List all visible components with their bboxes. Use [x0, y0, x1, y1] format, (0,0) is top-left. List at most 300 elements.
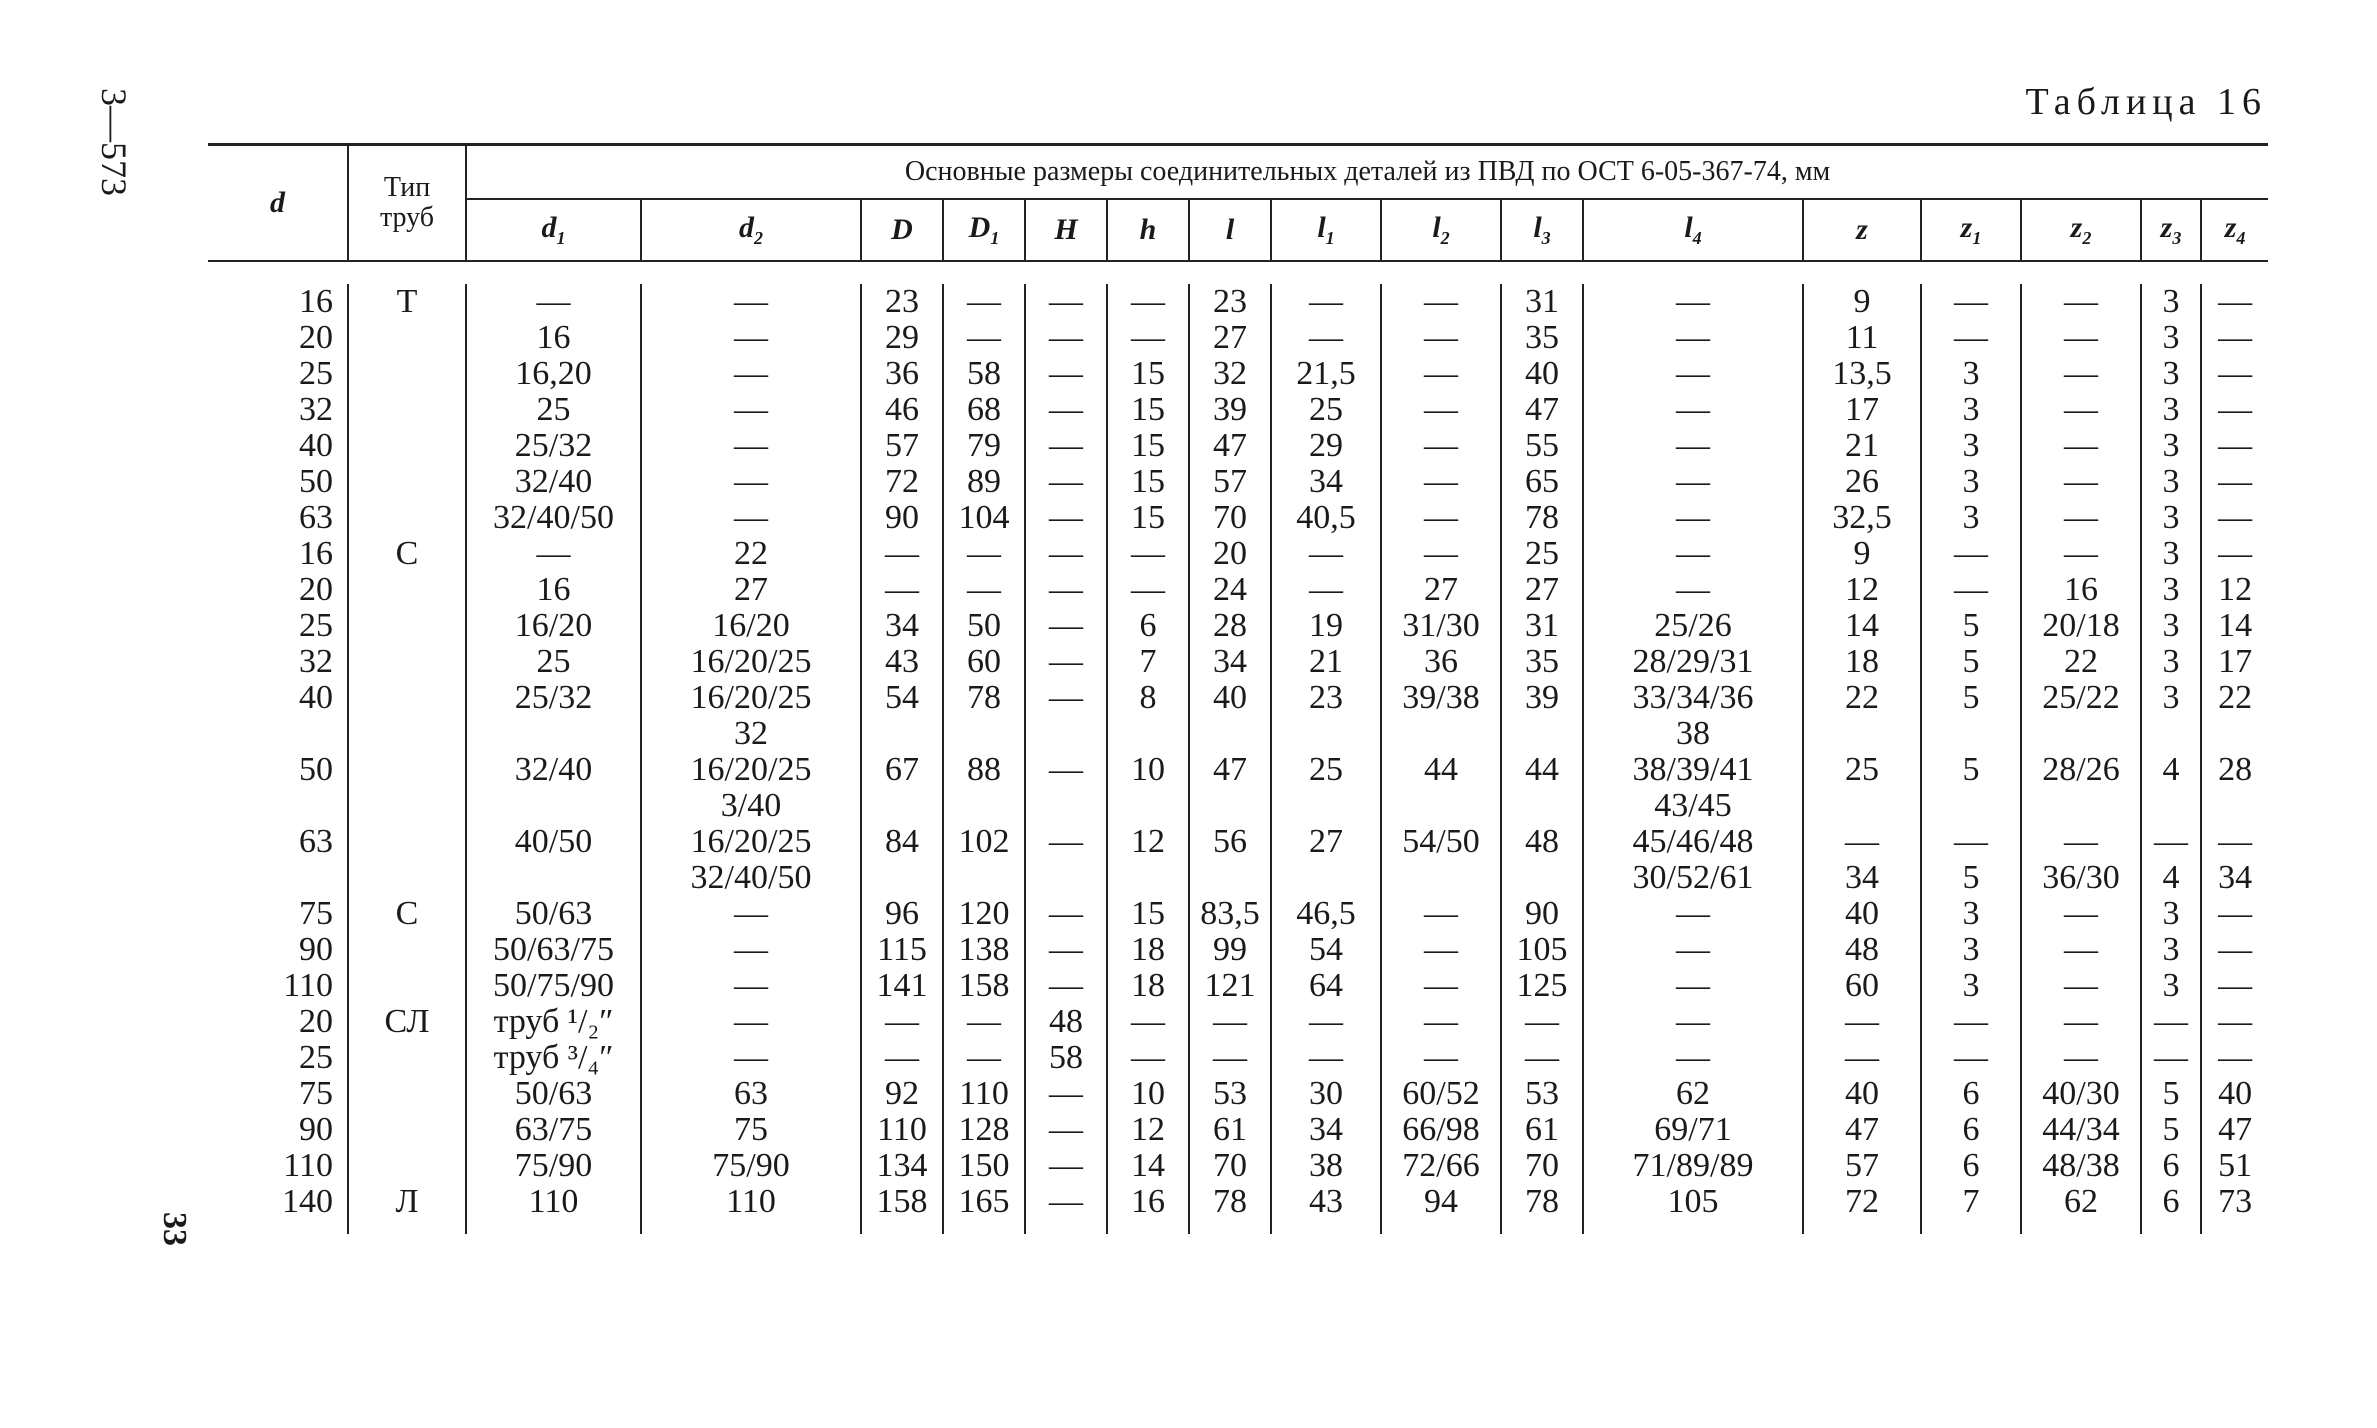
cell-d: 63 — [299, 823, 333, 860]
header-subscript: 1 — [1972, 228, 1982, 248]
table-cell: 78 — [1189, 1184, 1271, 1234]
table-cell: — — [1381, 320, 1501, 356]
table-cell: — — [1025, 644, 1107, 680]
table-cell: 84 — [861, 824, 943, 896]
table-cell: 32/40 — [466, 752, 641, 824]
table-cell: — — [1271, 320, 1381, 356]
table-cell: 14 — [1107, 1148, 1189, 1184]
table-cell: 63/75 — [466, 1112, 641, 1148]
table-cell: 158 — [861, 1184, 943, 1234]
table-row — [208, 824, 2268, 896]
table-cell: 5 — [1921, 644, 2021, 680]
table-cell: 29 — [861, 320, 943, 356]
table-cell: 25/26 — [1583, 608, 1803, 644]
table-cell: — — [1107, 284, 1189, 320]
header-subscript: 2 — [754, 228, 763, 248]
table-cell: 27 — [1189, 320, 1271, 356]
table-cell: — — [1583, 500, 1803, 536]
table-cell: — — [1583, 356, 1803, 392]
table-cell: 102 — [943, 824, 1025, 896]
table-cell: 16 — [466, 320, 641, 356]
cell-pipe-type: Л — [348, 1184, 466, 1234]
table-cell: 31/30 — [1381, 608, 1501, 644]
table-cell: 22 — [641, 536, 861, 572]
table-cell: 31 — [1501, 608, 1583, 644]
table-body — [208, 261, 2268, 1234]
table-cell: — — [641, 968, 861, 1004]
table-cell: 25 — [1501, 536, 1583, 572]
table-cell: — — [2201, 536, 2268, 572]
table-cell: 58 — [1025, 1040, 1107, 1076]
table-cell: — — [641, 320, 861, 356]
table-cell: — — [1107, 320, 1189, 356]
table-cell: — 4 — [2141, 824, 2201, 896]
table-row — [208, 572, 2268, 608]
header-pipe-type: Тип труб — [348, 145, 466, 262]
table-cell: — — [641, 428, 861, 464]
table-cell: 28 — [1189, 608, 1271, 644]
table-row — [208, 500, 2268, 536]
table-cell: 79 — [943, 428, 1025, 464]
header-subscript: 1 — [1325, 228, 1335, 248]
table-cell: 3 — [2141, 428, 2201, 464]
table-cell: — — [1921, 284, 2021, 320]
table-cell: 23 — [861, 284, 943, 320]
table-cell: — — [1583, 392, 1803, 428]
cell-d: 90 — [299, 931, 333, 968]
table-cell: — — [2021, 968, 2141, 1004]
table-cell: 78 — [1501, 1184, 1583, 1234]
table-cell: — — [2021, 464, 2141, 500]
table-cell: 28/26 — [2021, 752, 2141, 824]
header-symbol: l — [1317, 211, 1326, 244]
table-cell: 61 — [1189, 1112, 1271, 1148]
table-cell: 40 — [1501, 356, 1583, 392]
cell-d: 75 — [299, 895, 333, 932]
cell-d: 110 — [283, 967, 333, 1004]
table-cell: 57 — [1803, 1148, 1921, 1184]
table-cell: — — [1025, 1076, 1107, 1112]
table-cell: 90 — [861, 500, 943, 536]
table-cell: 22 — [2021, 644, 2141, 680]
table-cell: 27 — [1271, 824, 1381, 896]
table-cell: — — [943, 1004, 1025, 1040]
table-cell: 15 — [1107, 896, 1189, 932]
table-cell: 53 — [1501, 1076, 1583, 1112]
header-col-d1 — [943, 199, 1025, 261]
table-cell: — — [1381, 536, 1501, 572]
table-cell: 50/63/75 — [466, 932, 641, 968]
table-cell: 3 — [2141, 968, 2201, 1004]
cell-d: 25 — [299, 1039, 333, 1076]
table-cell: 3 — [2141, 356, 2201, 392]
table-cell: — — [1271, 284, 1381, 320]
table-cell: 44 — [1501, 752, 1583, 824]
table-cell: 3 — [1921, 500, 2021, 536]
table-cell: 28 — [2201, 752, 2268, 824]
table-cell: 34 — [1271, 1112, 1381, 1148]
table-cell: — — [1381, 1040, 1501, 1076]
table-cell: 47 — [2201, 1112, 2268, 1148]
table-cell: — — [2021, 536, 2141, 572]
table-cell: 8 — [1107, 680, 1189, 752]
table-cell: 39 — [1501, 680, 1583, 752]
table-cell: 165 — [943, 1184, 1025, 1234]
table-cell: 89 — [943, 464, 1025, 500]
cell-pipe-type: СЛ — [348, 1004, 466, 1040]
table-cell: — — [641, 356, 861, 392]
table-cell: 3 — [1921, 932, 2021, 968]
table-cell: — — [1381, 932, 1501, 968]
table-cell: 29 — [1271, 428, 1381, 464]
table-cell: 15 — [1107, 428, 1189, 464]
table-cell: — — [1583, 284, 1803, 320]
table-cell: 11 — [1803, 320, 1921, 356]
table-cell: 10 — [1107, 1076, 1189, 1112]
table-cell: 3 — [2141, 680, 2201, 752]
table-row — [208, 644, 2268, 680]
table-cell: 40 — [1803, 896, 1921, 932]
table-cell: 3 — [2141, 932, 2201, 968]
table-cell: — — [1501, 1004, 1583, 1040]
table-cell: 5 — [1921, 752, 2021, 824]
table-cell: 14 — [1803, 608, 1921, 644]
header-col-z1 — [1921, 199, 2021, 261]
table-cell: — — [1271, 1040, 1381, 1076]
table-cell: 120 — [943, 896, 1025, 932]
table-cell: — — [641, 464, 861, 500]
table-cell: 16/20 — [641, 608, 861, 644]
table-row — [208, 932, 2268, 968]
cell-d: 50 — [299, 463, 333, 500]
table-cell: — — [861, 1004, 943, 1040]
table-cell: — — [2021, 284, 2141, 320]
table-cell: 17 — [1803, 392, 1921, 428]
header-symbol: z — [2160, 211, 2173, 244]
table-cell: 32/40/50 — [466, 500, 641, 536]
table-cell: 17 — [2201, 644, 2268, 680]
table-row — [208, 356, 2268, 392]
table-cell: 40/30 — [2021, 1076, 2141, 1112]
table-cell: 6 — [1921, 1148, 2021, 1184]
table-cell: — — [1501, 1040, 1583, 1076]
table-cell: 27 — [1501, 572, 1583, 608]
table-cell: труб ¹/₂″ — [466, 1004, 641, 1040]
table-cell: — — [1025, 932, 1107, 968]
table-cell: — — [1271, 572, 1381, 608]
table-cell: 47 — [1803, 1112, 1921, 1148]
table-cell: 16/20/25 32/40/50 — [641, 824, 861, 896]
table-cell: 99 — [1189, 932, 1271, 968]
table-cell: 34 — [861, 608, 943, 644]
table-cell: 5 — [1921, 680, 2021, 752]
cell-d: 25 — [299, 355, 333, 392]
table-cell: — 34 — [1803, 824, 1921, 896]
header-col-l2 — [1381, 199, 1501, 261]
table-cell: 30 — [1271, 1076, 1381, 1112]
table-cell: 53 — [1189, 1076, 1271, 1112]
table-cell: 16,20 — [466, 356, 641, 392]
table-cell: 10 — [1107, 752, 1189, 824]
column-header-row — [208, 199, 2268, 261]
table-cell: 19 — [1271, 608, 1381, 644]
table-cell: — — [1583, 464, 1803, 500]
table-cell: — — [2201, 1040, 2268, 1076]
table-cell: 50/63 — [466, 1076, 641, 1112]
table-cell: — — [2201, 392, 2268, 428]
header-subscript: 2 — [2082, 228, 2092, 248]
table-cell: 92 — [861, 1076, 943, 1112]
table-cell: 3 — [2141, 284, 2201, 320]
header-d: d — [208, 145, 348, 262]
table-cell: 75/90 — [641, 1148, 861, 1184]
table-cell: 46 — [861, 392, 943, 428]
table-cell: 50/75/90 — [466, 968, 641, 1004]
table-cell: 141 — [861, 968, 943, 1004]
table-cell: — — [1921, 536, 2021, 572]
table-cell: — — [1189, 1040, 1271, 1076]
table-cell: 21 — [1803, 428, 1921, 464]
table-cell: — — [1025, 464, 1107, 500]
table-cell: — — [1107, 572, 1189, 608]
table-cell: 71/89/89 — [1583, 1148, 1803, 1184]
table-cell: 7 — [1921, 1184, 2021, 1234]
table-row — [208, 320, 2268, 356]
header-col-z2 — [2021, 199, 2141, 261]
header-col-z3 — [2141, 199, 2201, 261]
table-cell: — — [1025, 968, 1107, 1004]
cell-pipe-type — [348, 320, 466, 356]
table-cell: — — [1025, 1148, 1107, 1184]
table-cell: 47 — [1501, 392, 1583, 428]
table-cell: — — [1025, 1112, 1107, 1148]
cell-pipe-type — [348, 1076, 466, 1112]
table-cell: 18 — [1107, 932, 1189, 968]
table-cell: 115 — [861, 932, 943, 968]
table-cell: 5 — [1921, 608, 2021, 644]
cell-pipe-type — [348, 392, 466, 428]
table-cell: — — [943, 320, 1025, 356]
table-cell: 6 — [1921, 1112, 2021, 1148]
table-cell: 44 — [1381, 752, 1501, 824]
header-col-h: h — [1107, 199, 1189, 261]
table-cell: 61 — [1501, 1112, 1583, 1148]
table-row — [208, 1076, 2268, 1112]
table-cell: 16/20/25 32 — [641, 680, 861, 752]
table-cell: 39/38 — [1381, 680, 1501, 752]
table-cell: 104 — [943, 500, 1025, 536]
table-cell: 25 — [1803, 752, 1921, 824]
table-cell: 27 — [1381, 572, 1501, 608]
table-cell: 21,5 — [1271, 356, 1381, 392]
table-cell: 25 — [466, 644, 641, 680]
table-cell: — — [1025, 428, 1107, 464]
table-cell: — — [861, 572, 943, 608]
data-table-container — [208, 143, 2268, 1234]
table-cell: — — [1025, 572, 1107, 608]
cell-d: 32 — [299, 391, 333, 428]
table-row — [208, 1040, 2268, 1076]
table-cell: — — [1381, 968, 1501, 1004]
table-cell: 57 — [861, 428, 943, 464]
table-cell: — — [2201, 1004, 2268, 1040]
table-cell: 23 — [1271, 680, 1381, 752]
table-cell: — — [2201, 896, 2268, 932]
table-cell: 48/38 — [2021, 1148, 2141, 1184]
table-cell: — — [2141, 1040, 2201, 1076]
table-cell: — — [1107, 1004, 1189, 1040]
table-cell: — — [1381, 1004, 1501, 1040]
table-cell: — — [943, 284, 1025, 320]
table-cell: 7 — [1107, 644, 1189, 680]
table-cell: — — [2021, 392, 2141, 428]
table-cell: 6 — [1107, 608, 1189, 644]
table-cell: 3 — [2141, 608, 2201, 644]
table-cell: 83,5 — [1189, 896, 1271, 932]
table-row — [208, 1112, 2268, 1148]
cell-pipe-type — [348, 824, 466, 896]
cell-d: 32 — [299, 643, 333, 680]
table-cell: — — [641, 1004, 861, 1040]
table-cell: 40,5 — [1271, 500, 1381, 536]
table-row — [208, 752, 2268, 824]
table-title: Таблица 16 — [2025, 81, 2267, 123]
header-subscript: 1 — [556, 228, 566, 248]
table-cell: — 36/30 — [2021, 824, 2141, 896]
header-symbol: d — [541, 211, 557, 244]
table-cell: — — [641, 392, 861, 428]
table-cell: — — [1921, 320, 2021, 356]
table-cell: — — [1381, 356, 1501, 392]
table-cell: 62 — [1583, 1076, 1803, 1112]
table-cell: 12 — [2201, 572, 2268, 608]
table-cell: 56 — [1189, 824, 1271, 896]
table-cell: 5 — [2141, 1112, 2201, 1148]
table-cell: — — [1583, 428, 1803, 464]
table-cell: — — [2201, 284, 2268, 320]
table-cell: — — [2141, 1004, 2201, 1040]
table-cell: 75/90 — [466, 1148, 641, 1184]
table-cell: 3 — [1921, 464, 2021, 500]
header-col-z4 — [2201, 199, 2268, 261]
table-cell: 39 — [1189, 392, 1271, 428]
table-cell: — — [1025, 608, 1107, 644]
table-cell: — — [2201, 464, 2268, 500]
table-cell: 62 — [2021, 1184, 2141, 1234]
table-cell: — — [1025, 356, 1107, 392]
table-cell: — — [1583, 536, 1803, 572]
cell-pipe-type: С — [348, 896, 466, 932]
table-cell: — 34 — [2201, 824, 2268, 896]
table-cell: 16/20 — [466, 608, 641, 644]
table-cell: 44/34 — [2021, 1112, 2141, 1148]
table-cell: — — [2021, 356, 2141, 392]
table-cell: 35 — [1501, 644, 1583, 680]
table-row — [208, 284, 2268, 320]
table-cell: 70 — [1189, 500, 1271, 536]
table-cell: 25/32 — [466, 680, 641, 752]
header-col-l1 — [1271, 199, 1381, 261]
table-cell: — — [1803, 1004, 1921, 1040]
table-cell: — — [1583, 896, 1803, 932]
cell-d: 75 — [299, 1075, 333, 1112]
table-cell: — — [2201, 356, 2268, 392]
table-cell: 58 — [943, 356, 1025, 392]
table-cell: — — [641, 896, 861, 932]
table-cell: 48 — [1501, 824, 1583, 896]
table-cell: 125 — [1501, 968, 1583, 1004]
header-subscript: 4 — [1692, 228, 1702, 248]
table-cell: 54 — [1271, 932, 1381, 968]
table-cell: 40/50 — [466, 824, 641, 896]
table-cell: 47 — [1189, 428, 1271, 464]
table-cell: — — [1583, 1004, 1803, 1040]
header-symbol: D — [968, 211, 991, 244]
table-cell: 25/32 — [466, 428, 641, 464]
table-cell: 88 — [943, 752, 1025, 824]
header-symbol: l — [1533, 211, 1542, 244]
table-cell: 28/29/31 — [1583, 644, 1803, 680]
table-cell: — — [1583, 968, 1803, 1004]
cell-pipe-type: С — [348, 536, 466, 572]
table-cell: 6 — [2141, 1184, 2201, 1234]
table-cell: 36 — [1381, 644, 1501, 680]
table-cell: — 5 — [1921, 824, 2021, 896]
table-cell: 70 — [1501, 1148, 1583, 1184]
table-cell: 32 — [1189, 356, 1271, 392]
table-cell: 110 — [861, 1112, 943, 1148]
table-cell: 70 — [1189, 1148, 1271, 1184]
table-cell: — — [641, 1040, 861, 1076]
table-cell: 20 — [1189, 536, 1271, 572]
cell-pipe-type — [348, 356, 466, 392]
cell-d: 16 — [299, 535, 333, 572]
table-row — [208, 536, 2268, 572]
table-cell: — — [1025, 392, 1107, 428]
table-cell: 22 — [1803, 680, 1921, 752]
table-cell: 13,5 — [1803, 356, 1921, 392]
table-cell: 96 — [861, 896, 943, 932]
table-cell: 15 — [1107, 392, 1189, 428]
table-cell: — — [861, 536, 943, 572]
table-cell: 5 — [2141, 1076, 2201, 1112]
cell-d: 50 — [299, 751, 333, 788]
table-cell: 18 — [1107, 968, 1189, 1004]
table-cell: 25 — [1271, 752, 1381, 824]
table-cell: — — [1025, 1184, 1107, 1234]
table-cell: — — [1381, 464, 1501, 500]
header-symbol: l — [1684, 211, 1693, 244]
table-cell: — — [466, 284, 641, 320]
table-cell: 22 — [2201, 680, 2268, 752]
header-col-z: z — [1803, 199, 1921, 261]
table-cell: 25/22 — [2021, 680, 2141, 752]
table-cell: 134 — [861, 1148, 943, 1184]
table-cell: 65 — [1501, 464, 1583, 500]
table-cell: — — [1921, 1004, 2021, 1040]
table-cell: 26 — [1803, 464, 1921, 500]
table-cell: 72/66 — [1381, 1148, 1501, 1184]
table-cell: 25 — [466, 392, 641, 428]
table-cell: 47 — [1189, 752, 1271, 824]
cell-pipe-type — [348, 572, 466, 608]
table-cell: — — [1025, 536, 1107, 572]
table-cell: — — [943, 572, 1025, 608]
table-cell: 73 — [2201, 1184, 2268, 1234]
cell-pipe-type — [348, 428, 466, 464]
table-cell: — — [1921, 572, 2021, 608]
table-cell: — — [1025, 896, 1107, 932]
